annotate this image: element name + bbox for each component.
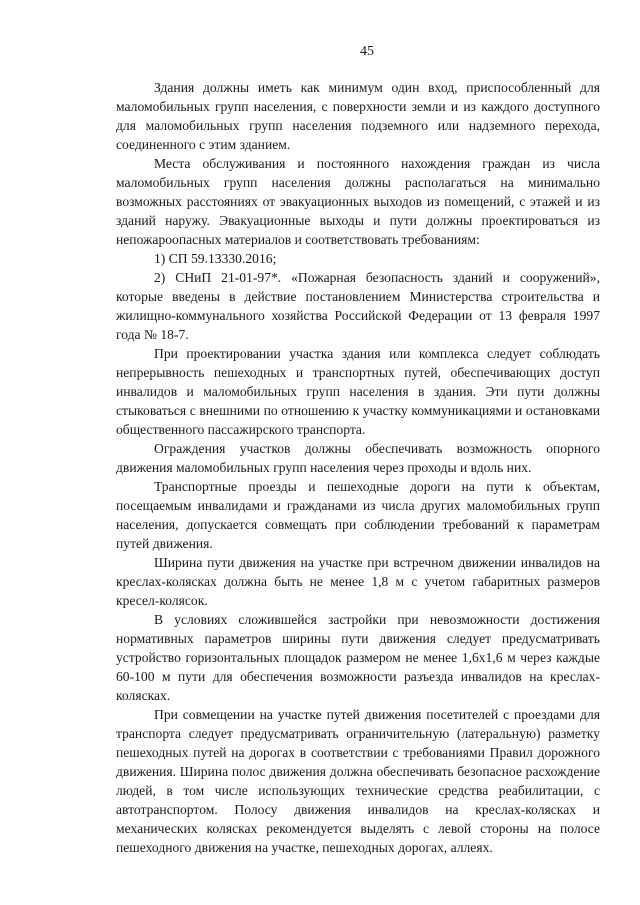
paragraph-fencing: Ограждения участков должны обеспечивать возможность опорного движения маломобильных групп населения через проходы и вдоль них.	[116, 441, 600, 475]
paragraph-service-places: Места обслуживания и постоянного нахождения граждан из числа маломобильных групп населения должны располагаться на минимально возможных расстояниях от эвакуационных выходов из помещений, с этажей и из зданий наружу. Эвакуационные выходы и пути должны проектироваться из непожароопасных материалов и соответствовать требованиям:	[116, 156, 600, 247]
paragraph-site-design: При проектировании участка здания или комплекса следует соблюдать непрерывность пешеходных и транспортных путей, обеспечивающих доступ инвалидов и маломобильных групп населения в здания. Эти пути должны стыковаться с внешними по отношению к участку коммуникациями и остановками общественного пассажирского транспорта.	[116, 346, 600, 437]
document-body	[116, 78, 600, 857]
paragraph-entrances: Здания должны иметь как минимум один вход, приспособленный для маломобильных групп населения, с поверхности земли и из каждого доступного для маломобильных групп населения подземного или надземного перехода, соединенного с этим зданием.	[116, 80, 600, 152]
paragraph-combined-paths: При совмещении на участке путей движения посетителей с проездами для транспорта следует предусматривать ограничительную (латеральную) разметку пешеходных путей на дорогах в соответствии с требованиями Правил дорожного движения. Ширина полос движения должна обеспечивать безопасное расхождение людей, в том числе использующих технические средства реабилитации, с автотранспортом. Полосу движения инвалидов на креслах-колясках и механических колясках рекомендуется выделять с левой стороны на полосе пешеходного движения на участке, пешеходных дорогах, аллеях.	[116, 707, 600, 855]
paragraph-transport-passages: Транспортные проезды и пешеходные дороги на пути к объектам, посещаемым инвалидами и гражданами из числа других маломобильных групп населения, допускается совмещать при соблюдении требований к параметрам путей движения.	[116, 479, 600, 551]
list-item-snip: 2) СНиП 21-01-97*. «Пожарная безопасность зданий и сооружений», которые введены в действие постановлением Министерства строительства и жилищно-коммунального хозяйства Российской Федерации от 13 февраля 1997 года № 18-7.	[116, 270, 600, 342]
page-number: 45	[360, 44, 374, 59]
paragraph-path-width: Ширина пути движения на участке при встречном движении инвалидов на креслах-колясках должна быть не менее 1,8 м с учетом габаритных размеров кресел-колясок.	[116, 555, 600, 608]
paragraph-existing-development: В условиях сложившейся застройки при невозможности достижения нормативных параметров ширины пути движения следует предусматривать устройство горизонтальных площадок размером не менее 1,6х1,6 м через каждые 60-100 м пути для обеспечения возможности разъезда инвалидов на креслах-колясках.	[116, 612, 600, 703]
list-item-sp: 1) СП 59.13330.2016;	[154, 251, 277, 266]
